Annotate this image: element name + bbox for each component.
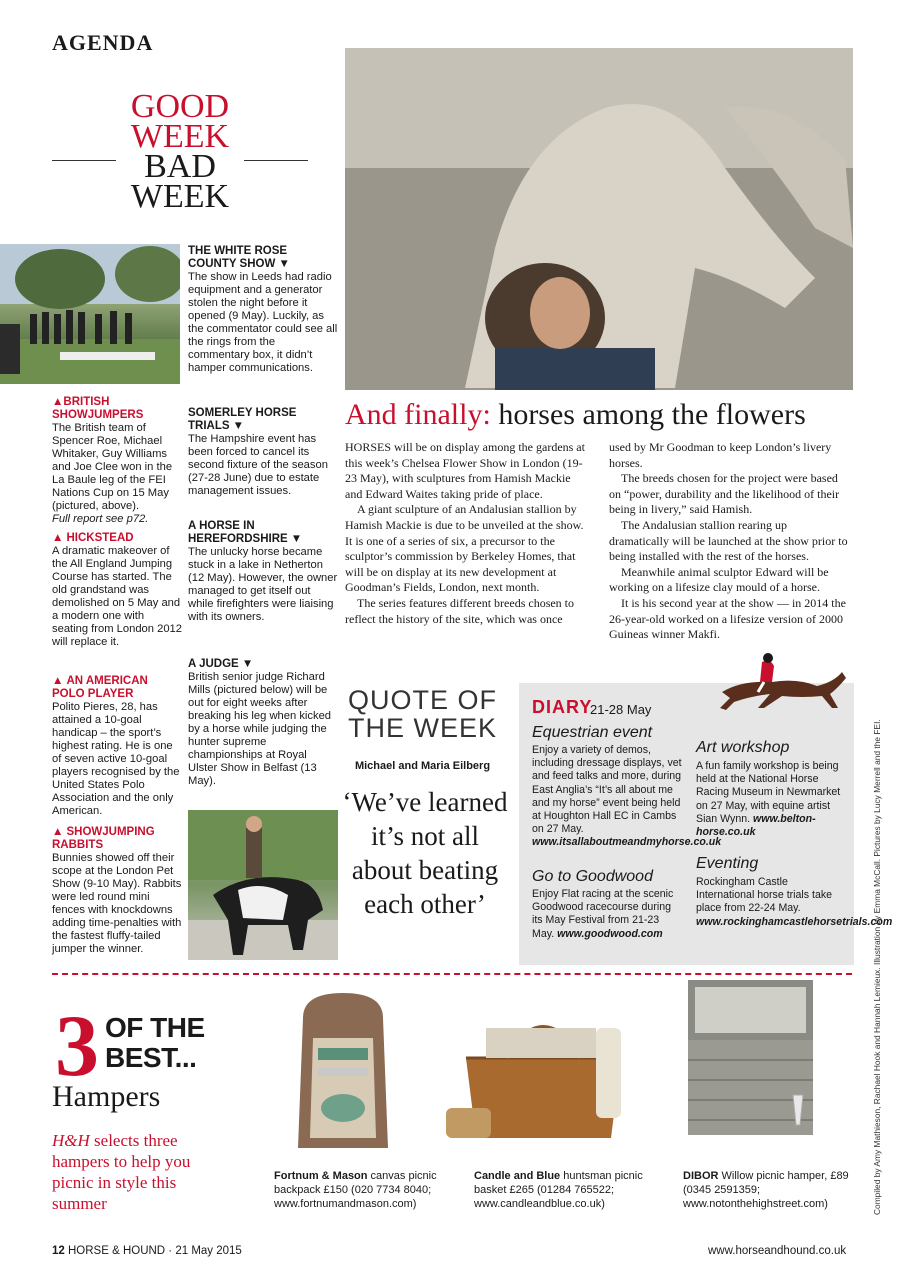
quote-title-line-2: THE WEEK bbox=[347, 713, 497, 743]
bad-item-judge bbox=[188, 658, 338, 788]
article-paragraph: HORSES will be on display among the gardens at this week’s Chelsea Flower Show in London (19-23 May), with sculptures from Hamish Mackie and Edward Waites taking pride of place. bbox=[345, 440, 585, 501]
diary-event-text: A fun family workshop is being held at the National Horse Racing Museum in Newmarket on 27 May, with equine artist Sian Wynn. bbox=[696, 760, 841, 825]
hampers-subtitle bbox=[52, 1130, 212, 1214]
item-body: The show in Leeds had radio equipment and a generator stolen the night before it opened (9 May). Luckily, as the commentator could see all the rings from the commentary box, it didn’t hamper communications. bbox=[188, 271, 338, 374]
hamper-brand: Candle and Blue bbox=[474, 1170, 561, 1182]
article-column-2 bbox=[609, 440, 849, 643]
best-line: BEST... bbox=[105, 1042, 197, 1073]
title-bad: BAD bbox=[144, 148, 216, 185]
three-numeral: 3 bbox=[55, 998, 99, 1095]
magazine-issue: HORSE & HOUND · 21 May 2015 bbox=[64, 1245, 242, 1257]
article-paragraph: Meanwhile animal sculptor Edward will be working on a lifesize clay mould of a horse. bbox=[609, 564, 829, 595]
article-paragraph: The Andalusian stallion rearing up dramatically will be launched at the show prior to being installed with the rest of the horses. bbox=[609, 517, 848, 564]
hamper-caption-2 bbox=[474, 1169, 654, 1211]
hamper-caption-1 bbox=[274, 1169, 454, 1211]
hamper-desc: Willow picnic hamper, £89 (0345 2591359; www.notonthehighstreet.com) bbox=[683, 1170, 849, 1210]
diary-event-eventing bbox=[696, 876, 893, 929]
quote-of-the-week-title bbox=[345, 686, 500, 742]
item-extra: Full report see p72. bbox=[52, 513, 149, 525]
page-number: 12 bbox=[52, 1245, 65, 1257]
and-finally-lead: And finally: bbox=[345, 398, 491, 431]
diary-event-text: Rockingham Castle International horse trials take place from 22-24 May. bbox=[696, 876, 833, 915]
hamper-desc: huntsman picnic basket £265 (01284 765522; www.candleandblue.co.uk) bbox=[474, 1170, 643, 1210]
title-good: GOOD bbox=[130, 88, 230, 125]
team-photo bbox=[0, 244, 180, 384]
wicker-basket-image bbox=[446, 988, 641, 1156]
item-head: SOMERLEY HORSE TRIALS bbox=[188, 407, 297, 432]
hampers-subtitle-text: selects three hampers to help you picnic in style this summer bbox=[52, 1131, 191, 1213]
title-week-2: WEEK bbox=[130, 178, 230, 215]
willow-hamper-image bbox=[683, 975, 828, 1157]
article-paragraph: A giant sculpture of an Andalusian stallion by Hamish Mackie is due to be unveiled at the show. It is one of a series of six, a precursor to the sculptor’s commission by Berkeley Homes, that will be on display at its new development at Goodman’s Fields, London, next month. bbox=[345, 502, 584, 595]
item-head: AN AMERICAN POLO PLAYER bbox=[52, 675, 148, 700]
hh-initials: H&H bbox=[52, 1131, 90, 1150]
diary-event-link[interactable]: www.goodwood.com bbox=[557, 927, 663, 940]
item-body: Bunnies showed off their scope at the London Pet Show (9-10 May). Rabbits were led round mini fences with knockdowns adding time-penalties with the fastest fluffy-tailed jumper the winner. bbox=[52, 852, 182, 955]
hampers-title: Hampers bbox=[52, 1080, 161, 1113]
diary-event-text: Enjoy a variety of demos, including dressage displays, vet and feed talks and more, during East Anglia’s “It’s all about me and my horse” event being held at Houghton Hall EC in Cambs on 27 May. bbox=[532, 744, 682, 836]
title-week-1: WEEK bbox=[130, 118, 230, 155]
article-column-1 bbox=[345, 440, 585, 627]
item-body: The British team of Spencer Roe, Michael Whitaker, Guy Williams and Joe Clee won in the La Baule leg of the FEI Nations Cup on 15 May (pictured, above). bbox=[52, 422, 173, 512]
item-marker: ▲ bbox=[52, 826, 64, 838]
item-body: The Hampshire event has been forced to cancel its second fixture of the season (27-28 June) due to estate management issues. bbox=[188, 433, 328, 497]
diary-event-heading: Go to Goodwood bbox=[532, 868, 653, 885]
section-title: AGENDA bbox=[52, 30, 154, 55]
judge-photo bbox=[188, 810, 338, 960]
diary-event-text: Enjoy Flat racing at the scenic Goodwood racecourse during its May Festival from 21-23 May. bbox=[532, 888, 674, 940]
item-marker: ▼ bbox=[290, 533, 303, 545]
diary-event-link[interactable]: www.itsallaboutmeandmyhorse.co.uk bbox=[532, 836, 722, 849]
folio bbox=[52, 1245, 242, 1257]
diary-title: DIARY bbox=[532, 697, 593, 717]
quote-text: ‘We’ve learned it’s not all about beating each other’ bbox=[342, 787, 508, 919]
item-head: THE WHITE ROSE COUNTY SHOW bbox=[188, 245, 288, 270]
backpack-hamper-image bbox=[288, 988, 398, 1156]
diary-event-heading: Eventing bbox=[696, 855, 759, 872]
item-marker: ▼ bbox=[278, 258, 290, 270]
item-body: A dramatic makeover of the All England Jumping Course has started. The old grandstand was demolished on 5 May and a modern one with seating from London 2012 will replace it. bbox=[52, 545, 182, 648]
quote-title-line-1: QUOTE OF bbox=[348, 685, 497, 715]
photo-credit: Compiled by Amy Mathieson, Rachael Hook and Hannah Lemieux. Illustration by Emma McCall. Pictures by Lucy Merrell and the FEI. bbox=[872, 719, 882, 1215]
item-body: The unlucky horse became stuck in a lake in Netherton (12 May). However, the owner managed to get itself out while firefighters were liaising with its owners. bbox=[188, 546, 338, 623]
article-paragraph: The series features different breeds chosen to reflect the history of the site, which was once bbox=[345, 595, 575, 626]
article-paragraph: used by Mr Goodman to keep London’s livery horses. bbox=[609, 440, 832, 470]
item-head: A JUDGE bbox=[188, 658, 239, 670]
bad-item-herefordshire bbox=[188, 520, 338, 624]
and-finally-title bbox=[345, 398, 806, 432]
quote-attribution: Michael and Maria Eilberg bbox=[354, 760, 491, 772]
item-marker: ▼ bbox=[232, 420, 245, 432]
item-marker: ▲ bbox=[52, 396, 64, 408]
bad-item-somerley bbox=[188, 407, 338, 498]
diary-dates: 21-28 May bbox=[590, 702, 652, 717]
hamper-brand: Fortnum & Mason bbox=[274, 1170, 368, 1182]
item-body: British senior judge Richard Mills (pictured below) will be out for eight weeks after breaking his leg when kicked by a horse while judging the hunter supreme championships at Royal Ulster Show in Belfast (13 May). bbox=[188, 671, 332, 787]
item-head: HICKSTEAD bbox=[66, 532, 134, 544]
hamper-brand: DIBOR bbox=[683, 1170, 719, 1182]
item-marker: ▲ bbox=[52, 532, 64, 544]
diary-event-heading: Art workshop bbox=[696, 739, 790, 756]
sculpture-photo bbox=[345, 48, 853, 390]
diary-event-goodwood bbox=[532, 888, 682, 941]
diary-event-link[interactable]: www.belton-horse.co.uk bbox=[696, 812, 816, 839]
item-marker: ▲ bbox=[52, 675, 64, 687]
diary-event-heading: Equestrian event bbox=[532, 724, 653, 741]
article-paragraph: The breeds chosen for the project were based on “power, durability and the likelihood of their being in livery,” said Hamish. bbox=[609, 471, 840, 517]
item-head: SHOWJUMPING RABBITS bbox=[52, 826, 155, 851]
item-head: A HORSE IN HEREFORDSHIRE bbox=[188, 520, 288, 545]
horse-rider-illustration bbox=[712, 652, 852, 712]
article-paragraph: It is his second year at the show — in 2014 the 26-year-old worked on a lifesize version of 2000 Guineas winner Makfi. bbox=[609, 595, 846, 642]
diary-event-link[interactable]: www.rockinghamcastlehorsetrials.com bbox=[696, 915, 893, 928]
hamper-caption-3 bbox=[683, 1169, 853, 1211]
and-finally-headline: horses among the flowers bbox=[490, 398, 806, 431]
good-week-bad-week-title bbox=[52, 88, 308, 215]
good-item-rabbits bbox=[52, 826, 182, 956]
diary-event-art-workshop bbox=[696, 760, 846, 839]
good-item-polo-player bbox=[52, 675, 182, 818]
bad-item-white-rose bbox=[188, 245, 338, 375]
good-item-hickstead bbox=[52, 532, 182, 649]
item-head: BRITISH SHOWJUMPERS bbox=[52, 396, 144, 421]
item-body: Polito Pieres, 28, has attained a 10-goal handicap – the sport’s highest rating. He is one of seven active 10-goal players recognised by the United States Polo Association and the only American. bbox=[52, 701, 180, 817]
website-url[interactable]: www.horseandhound.co.uk bbox=[708, 1245, 847, 1257]
diary-event-equestrian bbox=[532, 744, 722, 850]
item-marker: ▼ bbox=[241, 658, 254, 670]
of-the-line: OF THE bbox=[105, 1012, 205, 1043]
hamper-desc: canvas picnic backpack £150 (020 7734 8040; www.fortnumandmason.com) bbox=[274, 1170, 437, 1210]
good-item-british-showjumpers bbox=[52, 396, 182, 526]
of-the-best-label bbox=[105, 1013, 205, 1073]
